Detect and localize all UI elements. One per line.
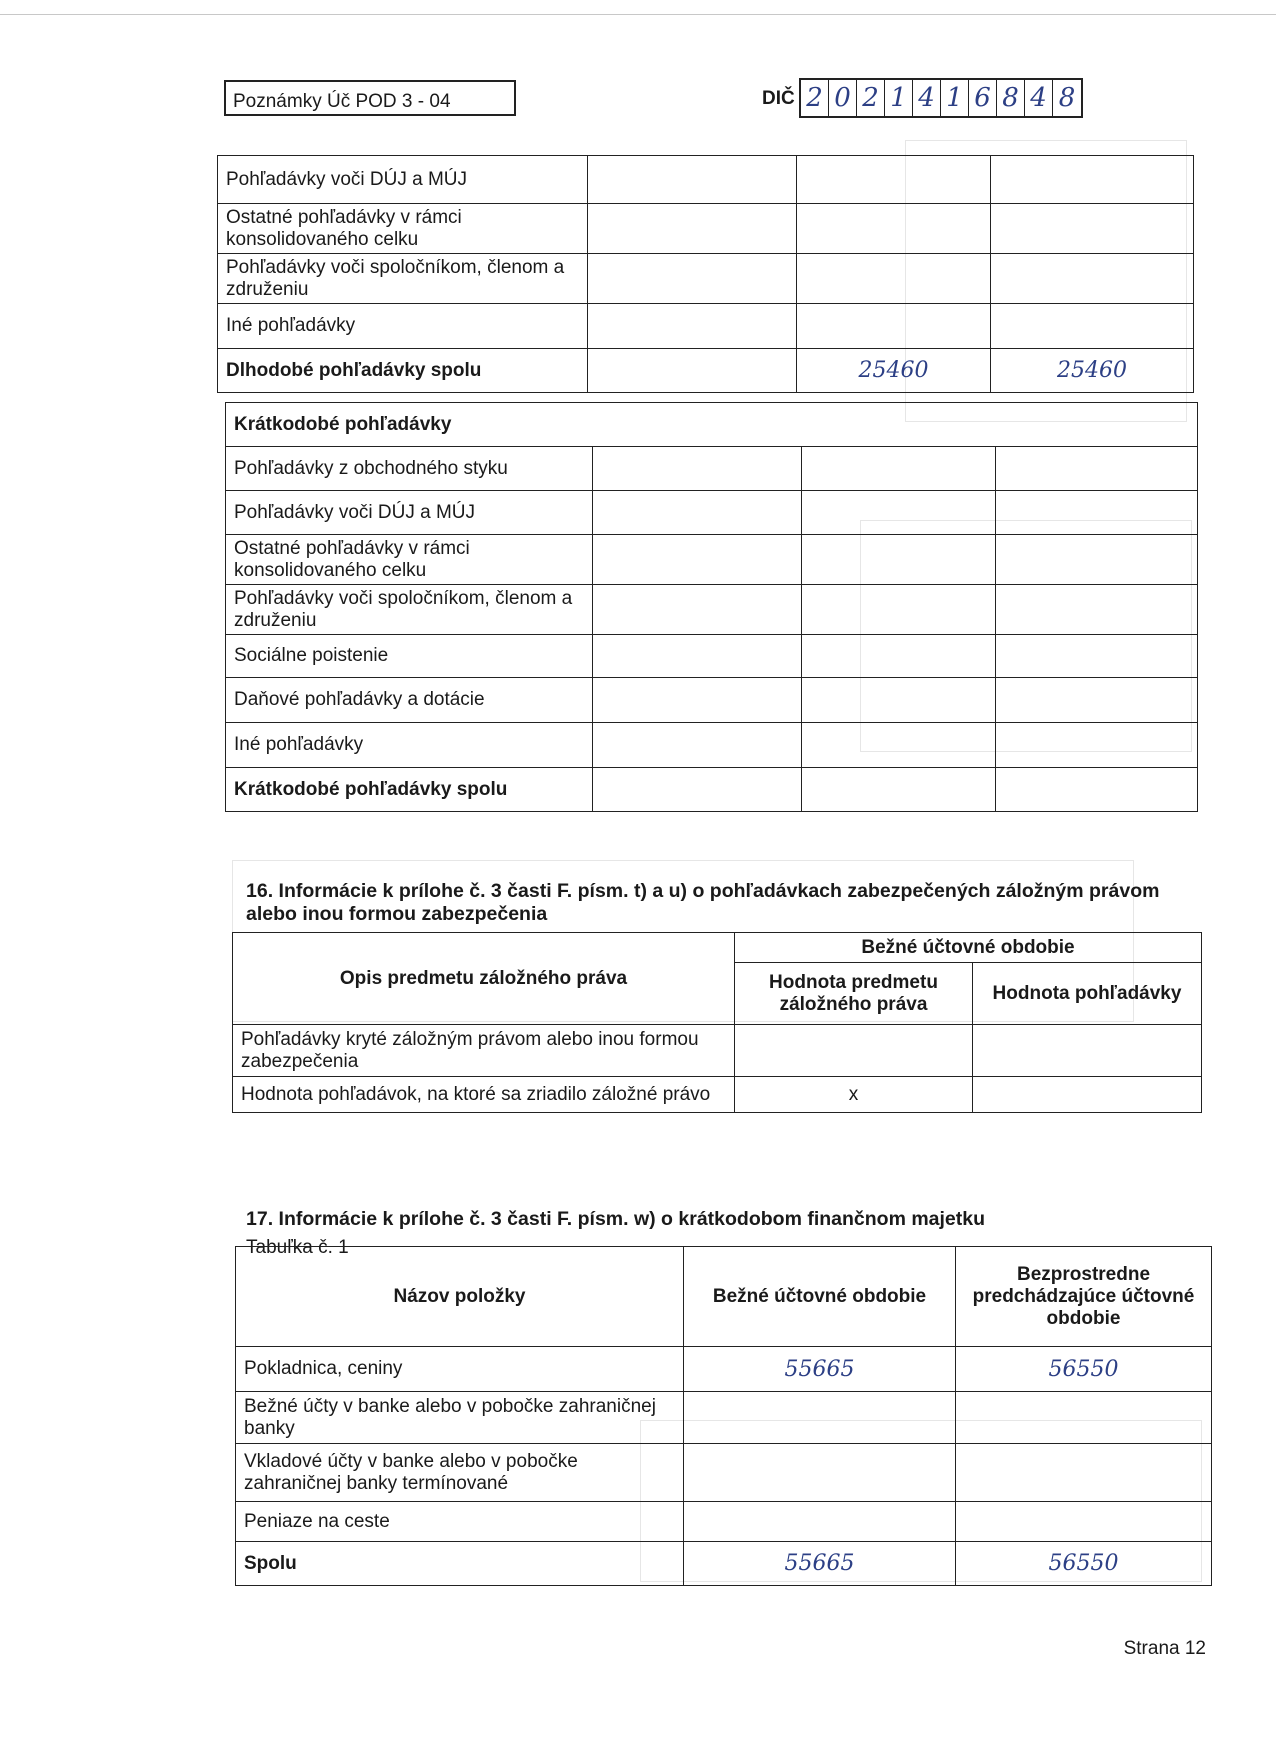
row-label: Peniaze na ceste: [236, 1502, 684, 1542]
dic-digit: 2: [801, 80, 829, 116]
form-label-box: [224, 80, 516, 116]
row-label: Dlhodobé pohľadávky spolu: [218, 349, 588, 393]
table-row: [226, 678, 1198, 723]
value-cell: [593, 535, 802, 585]
handwritten-value: 25460: [991, 349, 1194, 393]
handwritten-value: 56550: [956, 1542, 1212, 1586]
pledged-receivables-table: [232, 932, 1202, 1113]
section-17-title: 17. Informácie k prílohe č. 3 časti F. písm. w) o krátkodobom finančnom majetku: [246, 1208, 986, 1230]
value-cell: [593, 447, 802, 491]
value-cell: [991, 304, 1194, 349]
table-row: [236, 1502, 1212, 1542]
column-header: Bezprostredne predchádzajúce účtovné obdobie: [956, 1247, 1212, 1347]
dic-digit: 4: [913, 80, 941, 116]
value-cell: [802, 678, 996, 723]
dic-digit: 1: [885, 80, 913, 116]
table-label: Tabuľka č. 1: [246, 1237, 349, 1258]
value-cell: [996, 635, 1198, 678]
value-cell: [593, 635, 802, 678]
table-row: [226, 768, 1198, 812]
column-header: Bežné účtovné obdobie: [735, 933, 1202, 963]
table-row: [236, 1392, 1212, 1444]
row-label: Pohľadávky voči spoločníkom, členom a združeniu: [218, 254, 588, 304]
value-cell: [802, 635, 996, 678]
value-cell: [802, 723, 996, 768]
dic-label: DIČ: [762, 88, 795, 109]
dic-digit: 4: [1025, 80, 1053, 116]
dic-digit: 1: [941, 80, 969, 116]
row-label: Hodnota pohľadávok, na ktoré sa zriadilo záložné právo: [233, 1077, 735, 1113]
value-cell: [797, 156, 991, 204]
table-row: [226, 535, 1198, 585]
table-row: [236, 1347, 1212, 1392]
dic-digit-grid: [799, 78, 1083, 118]
table-row: [226, 723, 1198, 768]
table-row: [226, 635, 1198, 678]
value-cell: [588, 349, 797, 393]
value-cell: [996, 585, 1198, 635]
row-label: Pohľadávky voči DÚJ a MÚJ: [218, 156, 588, 204]
table-row: [226, 585, 1198, 635]
section-heading: Krátkodobé pohľadávky: [226, 403, 1198, 447]
value-cell: [797, 254, 991, 304]
column-header: Hodnota predmetu záložného práva: [735, 963, 973, 1025]
row-label: Spolu: [236, 1542, 684, 1586]
value-cell: [956, 1502, 1212, 1542]
column-header: Hodnota pohľadávky: [973, 963, 1202, 1025]
table-row: [218, 254, 1194, 304]
table-row: [233, 1025, 1202, 1077]
table-row: [226, 403, 1198, 447]
row-label: Sociálne poistenie: [226, 635, 593, 678]
row-label: Pohľadávky voči spoločníkom, členom a združeniu: [226, 585, 593, 635]
value-cell: [588, 156, 797, 204]
table-row: [218, 204, 1194, 254]
handwritten-value: 56550: [956, 1347, 1212, 1392]
value-cell: [973, 1025, 1202, 1077]
table-row: [233, 933, 1202, 963]
handwritten-value: 25460: [797, 349, 991, 393]
table-row: [226, 491, 1198, 535]
value-cell: [735, 1025, 973, 1077]
row-label: Pohľadávky kryté záložným právom alebo inou formou zabezpečenia: [233, 1025, 735, 1077]
dic-digit: 2: [857, 80, 885, 116]
row-label: Bežné účty v banke alebo v pobočke zahraničnej banky: [236, 1392, 684, 1444]
value-cell: [684, 1444, 956, 1502]
value-cell: [588, 204, 797, 254]
dic-digit: 8: [1058, 83, 1076, 113]
table-row: [236, 1444, 1212, 1502]
short-term-financial-assets-table: [235, 1246, 1212, 1586]
value-cell: [802, 491, 996, 535]
value-cell: [802, 768, 996, 812]
row-label: Vkladové účty v banke alebo v pobočke zahraničnej banky termínované: [236, 1444, 684, 1502]
value-cell: [991, 254, 1194, 304]
table-row: [218, 304, 1194, 349]
row-label: Pohľadávky voči DÚJ a MÚJ: [226, 491, 593, 535]
row-label: Daňové pohľadávky a dotácie: [226, 678, 593, 723]
value-cell: [588, 304, 797, 349]
page-number: Strana 12: [1123, 1638, 1206, 1659]
row-label: Krátkodobé pohľadávky spolu: [226, 768, 593, 812]
short-term-receivables-table: [225, 402, 1198, 812]
value-cell: [996, 491, 1198, 535]
dic-digit: 8: [997, 80, 1025, 116]
value-cell: [996, 447, 1198, 491]
value-cell: [684, 1392, 956, 1444]
value-cell: [996, 723, 1198, 768]
value-cell: [593, 491, 802, 535]
row-label: Iné pohľadávky: [218, 304, 588, 349]
dic-digit: 6: [969, 80, 997, 116]
value-cell: [991, 204, 1194, 254]
table-row: [236, 1247, 1212, 1347]
value-cell: [802, 535, 996, 585]
row-label: Ostatné pohľadávky v rámci konsolidovaného celku: [226, 535, 593, 585]
value-cell: [593, 723, 802, 768]
table-row: [236, 1542, 1212, 1586]
value-cell: [802, 585, 996, 635]
value-cell: [996, 535, 1198, 585]
value-cell: [973, 1077, 1202, 1113]
table-row: [218, 156, 1194, 204]
value-cell: [684, 1502, 956, 1542]
handwritten-value: 55665: [684, 1347, 956, 1392]
value-cell: [956, 1444, 1212, 1502]
column-header: Opis predmetu záložného práva: [233, 933, 735, 1025]
value-cell: [802, 447, 996, 491]
dic-digit: 0: [829, 80, 857, 116]
value-cell: [996, 768, 1198, 812]
row-label: Iné pohľadávky: [226, 723, 593, 768]
section-16-title: 16. Informácie k prílohe č. 3 časti F. písm. t) a u) o pohľadávkach zabezpečených záložným právom alebo inou formou zabezpečenia: [246, 880, 1160, 925]
long-term-receivables-table: [217, 155, 1194, 393]
row-label: Pokladnica, ceniny: [236, 1347, 684, 1392]
column-header: Bežné účtovné obdobie: [684, 1247, 956, 1347]
value-cell: [996, 678, 1198, 723]
column-header: Názov položky: [236, 1247, 684, 1347]
table-row: [226, 447, 1198, 491]
value-cell: [797, 304, 991, 349]
value-cell: [593, 585, 802, 635]
value-cell: [956, 1392, 1212, 1444]
form-label: Poznámky Úč POD 3 - 04: [233, 91, 451, 112]
value-cell: [991, 156, 1194, 204]
row-label: Pohľadávky z obchodného styku: [226, 447, 593, 491]
value-cell: [593, 768, 802, 812]
table-row: [233, 1077, 1202, 1113]
value-cell: [797, 204, 991, 254]
value-cell: [588, 254, 797, 304]
row-label: Ostatné pohľadávky v rámci konsolidovaného celku: [218, 204, 588, 254]
table-row: [218, 349, 1194, 393]
value-cell: [593, 678, 802, 723]
handwritten-value: 55665: [684, 1542, 956, 1586]
value-cell: x: [735, 1077, 973, 1113]
page-top-edge: [0, 0, 1276, 15]
